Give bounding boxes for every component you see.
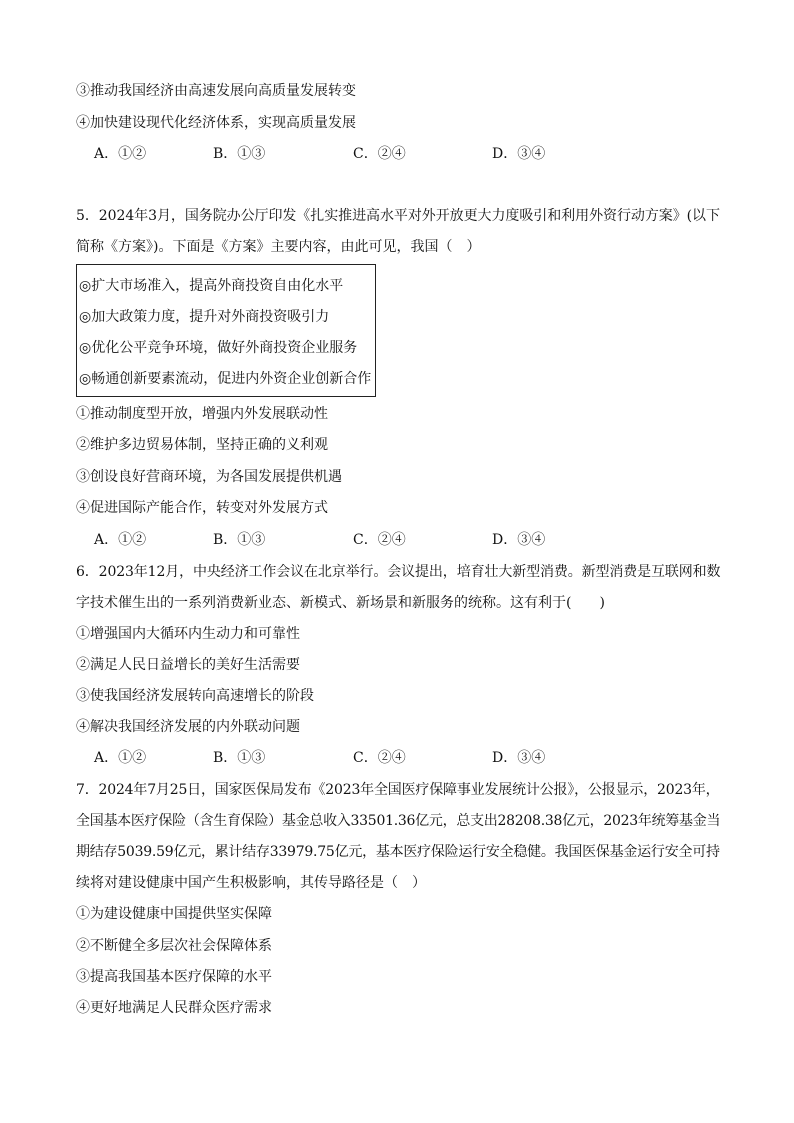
q7-stem-line-3: 期结存5039.59亿元，累计结存33979.75亿元，基本医疗保险运行安全稳健。我国医保基金运行安全可持	[76, 844, 720, 860]
q5-box-line-1: ◎扩大市场准入，提高外商投资自由化水平	[79, 278, 344, 294]
q5-choice-a[interactable]: A．①②	[94, 532, 147, 548]
q4-choice-c[interactable]: C．②④	[353, 146, 406, 162]
q5-choice-c[interactable]: C．②④	[353, 532, 406, 548]
q5-option-3: ③创设良好营商环境，为各国发展提供机遇	[76, 469, 342, 485]
q7-option-3: ③提高我国基本医疗保障的水平	[76, 969, 272, 985]
q5-option-2: ②维护多边贸易体制，坚持正确的义利观	[76, 437, 328, 453]
q7-option-2: ②不断健全多层次社会保障体系	[76, 938, 272, 954]
q6-choice-b[interactable]: B．①③	[213, 750, 266, 766]
q5-plan-content-box	[76, 264, 376, 397]
q6-choice-a[interactable]: A．①②	[94, 750, 147, 766]
q7-option-1: ①为建设健康中国提供坚实保障	[76, 906, 272, 922]
q7-option-4: ④更好地满足人民群众医疗需求	[76, 1000, 272, 1016]
q5-option-1: ①推动制度型开放，增强内外发展联动性	[76, 406, 328, 422]
q4-choice-b[interactable]: B．①③	[213, 146, 266, 162]
q7-stem-line-2: 全国基本医疗保险（含生育保险）基金总收入33501.36亿元，总支出28208.38亿元，2023年统筹基金当	[76, 813, 721, 829]
q4-choice-a[interactable]: A．①②	[94, 146, 147, 162]
q4-choice-d[interactable]: D．③④	[492, 146, 546, 162]
q7-stem-line-1: 7．2024年7月25日，国家医保局发布《2023年全国医疗保障事业发展统计公报》，公报显示，2023年，	[76, 782, 720, 798]
q6-choice-c[interactable]: C．②④	[353, 750, 406, 766]
q5-choice-b[interactable]: B．①③	[213, 532, 266, 548]
q7-stem-line-4: 续将对建设健康中国产生积极影响，其传导路径是（ ）	[76, 875, 426, 891]
q6-option-2: ②满足人民日益增长的美好生活需要	[76, 657, 300, 673]
q6-option-1: ①增强国内大循环内生动力和可靠性	[76, 626, 300, 642]
q6-stem-line-1: 6．2023年12月，中央经济工作会议在北京举行。会议提出，培育壮大新型消费。新型消费是互联网和数	[76, 564, 721, 580]
q5-box-line-4: ◎畅通创新要素流动，促进内外资企业创新合作	[79, 371, 372, 387]
q5-stem-line-1: 5．2024年3月，国务院办公厅印发《扎实推进高水平对外开放更大力度吸引和利用外资行动方案》(以下	[76, 208, 720, 224]
q5-choice-d[interactable]: D．③④	[492, 532, 546, 548]
q4-option-4: ④加快建设现代化经济体系，实现高质量发展	[76, 115, 356, 131]
q5-box-line-2: ◎加大政策力度，提升对外商投资吸引力	[79, 309, 330, 325]
q6-choice-d[interactable]: D．③④	[492, 750, 546, 766]
q5-box-line-3: ◎优化公平竞争环境，做好外商投资企业服务	[79, 340, 358, 356]
q5-stem-line-2: 简称《方案》)。下面是《方案》主要内容，由此可见，我国（ ）	[76, 239, 481, 255]
q6-option-3: ③使我国经济发展转向高速增长的阶段	[76, 688, 314, 704]
q6-stem-line-2: 字技术催生出的一系列消费新业态、新模式、新场景和新服务的统称。这有利于( )	[76, 595, 605, 611]
q6-option-4: ④解决我国经济发展的内外联动问题	[76, 719, 300, 735]
q5-option-4: ④促进国际产能合作，转变对外发展方式	[76, 500, 328, 516]
q4-option-3: ③推动我国经济由高速发展向高质量发展转变	[76, 83, 356, 99]
